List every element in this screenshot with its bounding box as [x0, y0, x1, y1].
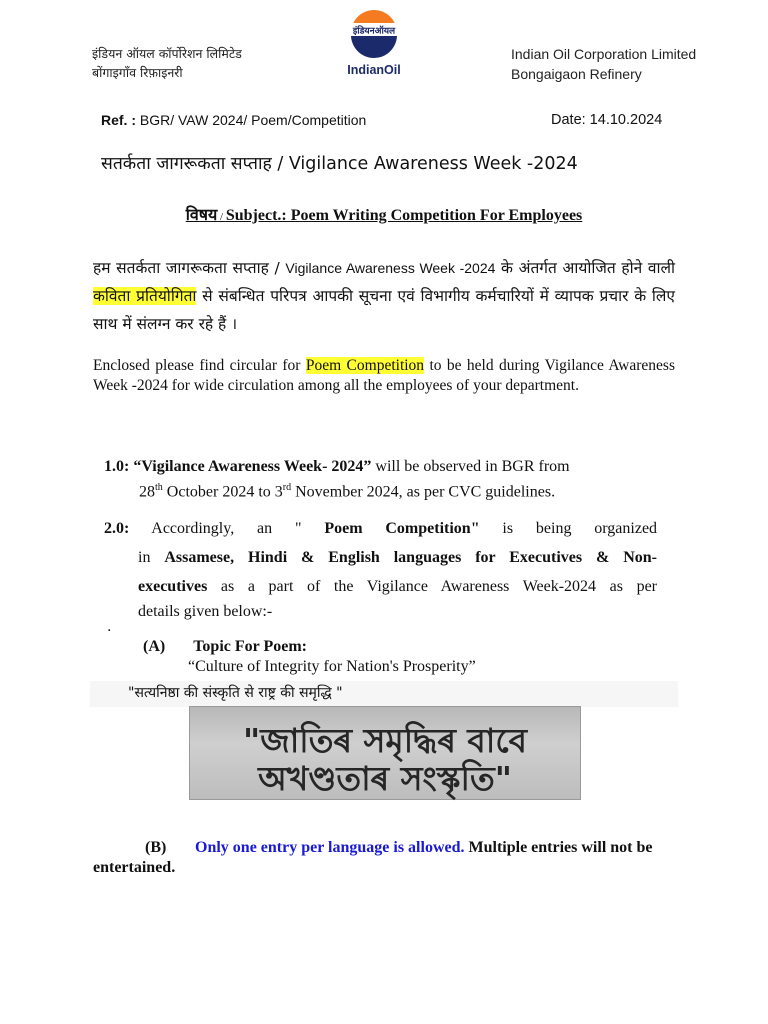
section-2-w6: is — [502, 520, 514, 537]
section-2-w7: being organized — [535, 520, 658, 537]
section-2-line3 — [104, 572, 657, 601]
company-name-hindi: इंडियन ऑयल कॉर्पोरेशन लिमिटेड — [92, 46, 242, 61]
section-2-l2a: in — [138, 549, 165, 566]
section-2-w4: Poem — [324, 520, 363, 537]
indianoil-logo — [330, 8, 418, 80]
section-1-number: 1.0: — [104, 458, 130, 475]
company-name-english: Indian Oil Corporation Limited — [511, 46, 697, 62]
stray-dot: . — [107, 619, 112, 635]
hindi-para-part2: के अंतर्गत आयोजित होने वाली — [495, 259, 676, 277]
hindi-para-part3: से संबन्धित परिपत्र आपकी सूचना एवं विभागीय कर्मचारियों में व्यापक प्रचार के लिए साथ में संलग्न कर रहे हैं । — [93, 287, 675, 333]
subject-line — [0, 203, 768, 225]
header-hindi — [92, 44, 242, 82]
hindi-para-highlight: कविता प्रतियोगिता — [93, 287, 197, 305]
section-2-line4: details given below:- — [138, 603, 273, 620]
section-1 — [104, 456, 664, 502]
subject-hindi: विषय — [185, 207, 218, 224]
ref-value: BGR/ VAW 2024/ Poem/Competition — [136, 112, 367, 128]
section-2-w2: an — [257, 520, 273, 537]
english-para-part2: to be held during Vigilance Awareness Week -2024 for wide circulation among all the employees of your department. — [93, 357, 675, 394]
section-2-l3b: as a part of the Vigilance Awareness Week-2024 as per — [207, 578, 657, 595]
rule-b-label: (B) — [145, 839, 167, 856]
ref-label: Ref. : — [101, 112, 136, 128]
header-english — [511, 44, 696, 84]
topic-assamese-image — [189, 706, 581, 800]
topic-assamese-line2: অখণ্ডতাৰ সংস্কৃতি" — [258, 759, 512, 798]
hindi-para-english: Vigilance Awareness Week -2024 — [285, 260, 496, 276]
subject-separator: / — [217, 211, 226, 223]
logo-text: IndianOil — [347, 63, 401, 77]
rule-b-rest: Multiple entries will not be entertained. — [93, 839, 653, 876]
section-2-number: 2.0: — [104, 520, 130, 537]
section-1-date-mid: October 2024 to 3 — [162, 483, 283, 501]
hindi-paragraph — [93, 254, 675, 338]
section-1-bold: “Vigilance Awareness Week- 2024” — [129, 458, 372, 475]
rule-b-blue-text: Only one entry per language is allowed. — [195, 839, 465, 856]
section-2-l2b: Assamese, Hindi & English languages for Executives & Non- — [164, 549, 657, 566]
section-2-w1: Accordingly, — [129, 520, 235, 537]
topic-english: “Culture of Integrity for Nation's Prosperity” — [188, 658, 476, 675]
refinery-name-hindi: बोंगाइगाँव रिफ़ाइनरी — [92, 65, 183, 80]
english-para-highlight: Poem Competition — [305, 357, 425, 374]
english-para-part1: Enclosed please find circular for — [93, 357, 306, 374]
refinery-name-english: Bongaigaon Refinery — [511, 66, 642, 82]
topic-assamese-line1: "জাতিৰ সমৃদ্ধিৰ বাবে — [243, 721, 527, 760]
section-1-line2 — [104, 477, 664, 502]
letter-date: Date: 14.10.2024 — [551, 112, 663, 128]
reference-line — [101, 112, 366, 128]
topic-heading — [143, 638, 307, 656]
section-2-line2 — [104, 543, 657, 572]
english-paragraph — [93, 356, 675, 396]
section-1-sup-rd: rd — [282, 482, 292, 493]
section-2-l3a: executives — [138, 578, 208, 595]
topic-title: Topic For Poem: — [193, 638, 307, 655]
topic-label: (A) — [143, 638, 166, 655]
section-1-line1 — [104, 456, 664, 477]
section-2-w5: Competition" — [385, 520, 480, 537]
topic-hindi: "सत्यनिष्ठा की संस्कृति से राष्ट्र की समृद्धि " — [128, 685, 343, 701]
subject-text: Subject.: Poem Writing Competition For Employees — [225, 207, 583, 224]
logo-hindi-text: इंडियनऑयल — [352, 26, 396, 37]
section-1-date-start: 28 — [139, 483, 155, 501]
hindi-para-part1: हम सतर्कता जागरूकता सप्ताह / — [93, 259, 286, 277]
section-2-w3: " — [294, 520, 302, 537]
section-2 — [104, 514, 657, 623]
section-1-text1: will be observed in BGR from — [371, 458, 570, 475]
section-2-line1 — [104, 514, 657, 543]
section-1-date-end: November 2024, as per CVC guidelines. — [291, 483, 556, 501]
week-title: सतर्कता जागरूकता सप्ताह / Vigilance Awareness Week -2024 — [101, 154, 578, 174]
section-1-sup-th: th — [155, 482, 163, 493]
rule-b — [93, 838, 659, 878]
